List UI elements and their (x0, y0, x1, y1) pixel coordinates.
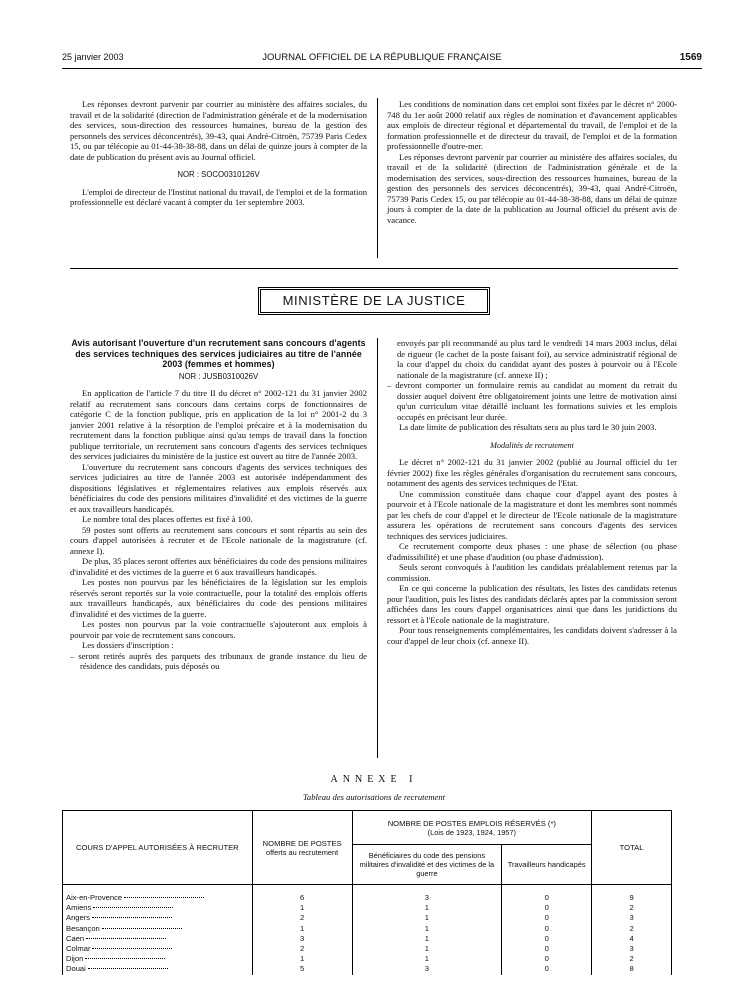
col-header-postes-sub: offerts au recrutement (266, 847, 339, 857)
top-right-column (387, 99, 677, 225)
table-row (63, 913, 672, 923)
paragraph: En application de l'article 7 du titre II du décret n° 2002-121 du 31 janvier 2002 relatif au recrutement sans concours dans certains corps de fonctionnaires de catégorie C de la fonction publique, pris en application de la loi n° 2001-2 du 3 janvier 2001 relative à la résorption de l'emploi précaire et à la modernisation du recrutement dans la fonction publique ainsi qu'au temps de travail dans la fonction publique territoriale, un recrutement sans concours d'agents des services techniques des services judiciaires du ministère de la justice est ouvert au titre de l'année 2003. (70, 388, 367, 461)
cell-total: 2 (592, 924, 672, 934)
col-header-beneficiaires: Bénéficiaires du code des pensions militaires d'invalidité et des victimes de la guerre (352, 845, 502, 885)
cell-cour (63, 885, 253, 904)
cour-name: Colmar (66, 944, 91, 954)
cour-name: Caen (66, 933, 85, 943)
table-row (63, 924, 672, 934)
paragraph: En ce qui concerne la publication des résultats, les listes des candidats retenus pour l'audition, puis les listes des candidats déclarés aptes par la commission seront affichées dans les cours d'appel organisatrices ainsi que dans les juridictions du ressort et à l'Ecole nationale de la magistrature. (387, 583, 677, 625)
cell-total: 2 (592, 903, 672, 913)
col-header-total: TOTAL (592, 811, 672, 885)
cell-travailleurs: 0 (502, 964, 592, 974)
table-row (63, 954, 672, 964)
col-header-reserves-title: NOMBRE DE POSTES EMPLOIS RÉSERVÉS (*) (387, 818, 556, 828)
right-column (387, 338, 677, 646)
cour-name: Besançon (66, 923, 100, 933)
page-header (62, 52, 702, 66)
paragraph: Le décret n° 2002-121 du 31 janvier 2002 (publié au Journal officiel du 1er février 2002) fixe les règles générales d'organisation du recrutement sans concours, notamment des agents des services techniques de l'Etat. (387, 457, 677, 488)
nor-reference: NOR : SOCO0310126V (177, 170, 260, 179)
cell-postes: 6 (252, 885, 352, 904)
paragraph: De plus, 35 places seront offertes aux bénéficiaires du code des pensions militaires d'invalidité et des victimes de la guerre et 6 aux travailleurs handicapés. (70, 556, 367, 577)
paragraph: Les postes non pourvus par la voie contractuelle s'ajouteront aux emplois à pourvoir par voie de recrutement sans concours. (70, 619, 367, 640)
cell-postes: 1 (252, 954, 352, 964)
cell-cour (63, 913, 253, 923)
cell-postes: 2 (252, 913, 352, 923)
cell-beneficiaires: 1 (352, 944, 502, 954)
cell-total: 8 (592, 964, 672, 974)
paragraph: Les postes non pourvus par les bénéficiaires de la législation sur les emplois réservés seront reportés sur la voie contractuelle, pour la totalité des emplois offerts aux travailleurs handicapés, aux bénéficiaires du code des pensions militaires d'invalidité et des victimes de la guerre. (70, 577, 367, 619)
cell-cour (63, 934, 253, 944)
col-header-travailleurs: Travailleurs handicapés (502, 845, 592, 885)
header-title: JOURNAL OFFICIEL DE LA RÉPUBLIQUE FRANÇAISE (262, 52, 502, 63)
cell-travailleurs: 0 (502, 944, 592, 954)
cell-postes: 3 (252, 934, 352, 944)
dot-leader (102, 928, 182, 929)
header-date: 25 janvier 2003 (62, 52, 124, 62)
column-divider (377, 338, 378, 758)
paragraph: Les réponses devront parvenir par courrier au ministère des affaires sociales, du travail et de la solidarité (direction de l'administration générale et de la modernisation des services, sous-direction des ressources humaines, bureau de la gestion des personnels des services déconcentrés), 39-43, quai André-Citroën, 75739 Paris Cedex 15, ou par télécopie au 01-44-38-38-88, dans un délai de quinze jours à compter de la date de publication du présent avis au Journal officiel. (70, 99, 367, 162)
paragraph: Ce recrutement comporte deux phases : une phase de sélection (ou phase d'admissibilité) et une phase d'audition (ou phase d'admission). (387, 541, 677, 562)
cell-postes: 1 (252, 903, 352, 913)
paragraph: L'ouverture du recrutement sans concours d'agents des services techniques des services judiciaires au titre de l'année 2003 est autorisée indépendamment des dispositions législatives et réglementaires relatives aux emplois réservés aux bénéficiaires du code des pensions militaires d'invalidité et des victimes de la guerre et aux travailleurs handicapés. (70, 461, 367, 514)
notice-heading: Avis autorisant l'ouverture d'un recrutement sans concours d'agents des services techniques des services judiciaires au titre de l'année 2003 (femmes et hommes) (71, 338, 366, 369)
table-row (63, 964, 672, 974)
paragraph: La date limite de publication des résultats sera au plus tard le 30 juin 2003. (399, 422, 657, 432)
cell-cour (63, 924, 253, 934)
table-row (63, 934, 672, 944)
cell-postes: 5 (252, 964, 352, 974)
col-header-postes (252, 811, 352, 885)
annex-title: ANNEXE I (330, 774, 418, 785)
cell-total: 3 (592, 913, 672, 923)
cell-beneficiaires: 1 (352, 924, 502, 934)
cour-name: Angers (66, 913, 91, 923)
section-subheading: Modalités de recrutement (490, 440, 574, 450)
paragraph: Seuls seront convoqués à l'audition les candidats préalablement retenus par la commission. (387, 562, 677, 583)
cell-travailleurs: 0 (502, 913, 592, 923)
column-divider (377, 98, 378, 258)
paragraph: Pour tous renseignements complémentaires, les candidats doivent s'adresser à la cour d'appel de leur choix (cf. annexe II). (387, 625, 677, 646)
paragraph: Les réponses devront parvenir par courrier au ministère des affaires sociales, du travail et de la solidarité (direction de l'administration générale et de la modernisation des services, sous-direction des ressources humaines, bureau de la gestion des personnels des services déconcentrés), 39-43, quai André-Citroën, 75739 Paris Cedex 15, ou par télécopie au 01-44-38-38-88, dans un délai de quinze jours à compter de la date de la publication au Journal officiel du présent avis de vacance. (387, 151, 677, 225)
dot-leader (85, 958, 165, 959)
header-rule (62, 68, 702, 69)
annex-table (62, 810, 672, 975)
cell-total: 9 (592, 885, 672, 904)
cell-total: 2 (592, 954, 672, 964)
col-header-reserves-sub: (Lois de 1923, 1924, 1957) (427, 827, 516, 837)
section-rule (70, 268, 678, 269)
col-header-reserves (352, 811, 592, 845)
cell-travailleurs: 0 (502, 954, 592, 964)
dot-leader (92, 948, 172, 949)
cell-total: 3 (592, 944, 672, 954)
cell-travailleurs: 0 (502, 934, 592, 944)
page-number: 1569 (679, 52, 702, 63)
paragraph: Le nombre total des places offertes est fixé à 100. (82, 514, 253, 524)
dot-leader (93, 907, 173, 908)
cell-travailleurs: 0 (502, 885, 592, 904)
paragraph: envoyés par pli recommandé au plus tard le vendredi 14 mars 2003 inclus, délai de rigueur (le cachet de la poste faisant foi), au service administratif régional de la cour d'appel du choix du candidat ayant des postes à pourvoir ou à l'Ecole nationale de la magistrature (cf. annexe II) ; (397, 338, 677, 380)
col-header-cours: COURS D'APPEL AUTORISÉES À RECRUTER (63, 811, 253, 885)
paragraph: L'emploi de directeur de l'Institut national du travail, de l'emploi et de la formation professionnelle est déclaré vacant à compter du 1er septembre 2003. (70, 186, 367, 207)
cell-beneficiaires: 1 (352, 903, 502, 913)
paragraph: Les dossiers d'inscription : (82, 640, 174, 650)
cell-postes: 2 (252, 944, 352, 954)
dash-item: – devront comporter un formulaire remis au candidat au moment du retrait du dossier auquel doivent être obligatoirement joints une lettre de motivation ainsi qu'un curriculum vitae détaillé incluant les formations suivies et les emplois occupés en précisant leur durée. (387, 380, 677, 422)
table-row (63, 944, 672, 954)
cell-cour (63, 954, 253, 964)
cell-beneficiaires: 1 (352, 934, 502, 944)
cell-total: 4 (592, 934, 672, 944)
ministry-title: MINISTÈRE DE LA JUSTICE (258, 287, 490, 315)
cell-travailleurs: 0 (502, 903, 592, 913)
cell-beneficiaires: 3 (352, 885, 502, 904)
dot-leader (86, 938, 166, 939)
col-header-postes-title: NOMBRE DE POSTES (262, 838, 342, 848)
annex-subtitle: Tableau des autorisations de recrutement (302, 792, 446, 802)
cell-beneficiaires: 3 (352, 964, 502, 974)
dash-item: – seront retirés auprès des parquets des tribunaux de grande instance du lieu de résidence des candidats, puis déposés ou (70, 650, 367, 671)
dot-leader (124, 897, 204, 898)
cell-cour (63, 964, 253, 974)
paragraph: 59 postes sont offerts au recrutement sans concours et sont répartis au sein des cours d'appel autorisées à recruter et de l'Ecole nationale de la magistrature (cf. annexe I). (70, 524, 367, 556)
left-column (70, 338, 367, 672)
dot-leader (92, 917, 172, 918)
cour-name: Dijon (66, 954, 84, 964)
cell-beneficiaires: 1 (352, 913, 502, 923)
dot-leader (88, 968, 168, 969)
cell-travailleurs: 0 (502, 924, 592, 934)
cell-postes: 1 (252, 924, 352, 934)
cour-name: Amiens (66, 903, 92, 913)
table-row (63, 903, 672, 913)
cell-beneficiaires: 1 (352, 954, 502, 964)
cell-cour (63, 944, 253, 954)
cell-cour (63, 903, 253, 913)
nor-reference: NOR : JUSB0310026V (178, 371, 259, 381)
cour-name: Douai (66, 964, 86, 974)
table-row (63, 885, 672, 904)
top-left-column (70, 99, 367, 208)
paragraph: Les conditions de nomination dans cet emploi sont fixées par le décret n° 2000-748 du 1er août 2000 relatif aux règles de nomination et d'avancement applicables aux emplois de directeur régional et départemental du travail, de l'emploi et de la formation professionnelle et de directeur du travail, de l'emploi et de la formation professionnelle d'outre-mer. (387, 99, 677, 151)
cour-name: Aix-en-Provence (66, 893, 123, 902)
paragraph: Une commission constituée dans chaque cour d'appel ayant des postes à pourvoir et à l'Ecole nationale de la magistrature et dont les membres sont nommés par les chefs de cour d'appel et le directeur de l'Ecole nationale de la magistrature assurera les opérations de recrutement sans concours d'agents des services techniques des services judiciaires. (387, 488, 677, 541)
